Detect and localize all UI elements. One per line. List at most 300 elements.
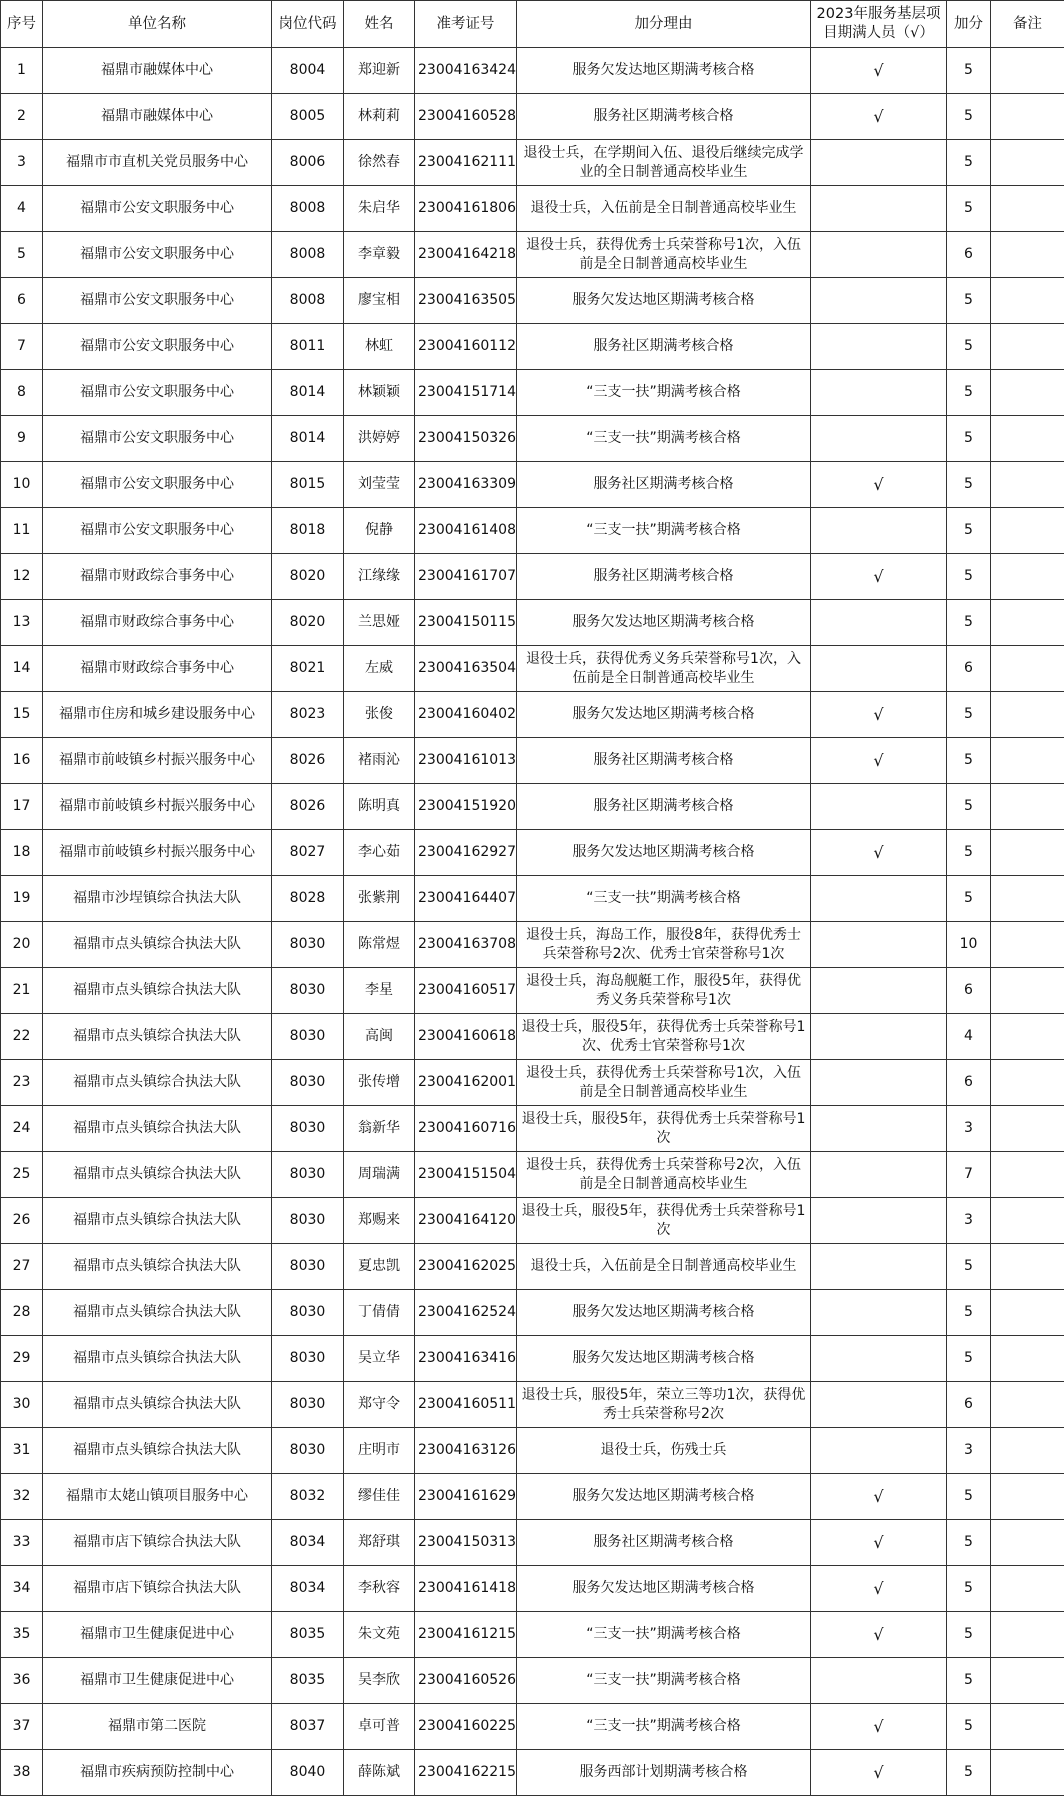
cell-position-code: 8030: [272, 1014, 344, 1060]
cell-admission-number: 23004151920: [415, 784, 517, 830]
cell-unit-name: 福鼎市公安文职服务中心: [43, 508, 272, 554]
cell-unit-name: 福鼎市财政综合事务中心: [43, 646, 272, 692]
cell-service-check: √: [811, 830, 947, 876]
cell-remarks: [991, 646, 1064, 692]
cell-name: 张传增: [344, 1060, 415, 1106]
cell-name: 倪静: [344, 508, 415, 554]
table-row: [1, 1704, 1064, 1750]
table-row: [1, 1612, 1064, 1658]
table-row: [1, 1520, 1064, 1566]
cell-position-code: 8030: [272, 1428, 344, 1474]
cell-unit-name: 福鼎市市直机关党员服务中心: [43, 140, 272, 186]
cell-bonus-reason: 服务欠发达地区期满考核合格: [517, 1566, 811, 1612]
cell-index: 38: [1, 1750, 43, 1796]
cell-admission-number: 23004162215: [415, 1750, 517, 1796]
cell-name: 左威: [344, 646, 415, 692]
cell-unit-name: 福鼎市点头镇综合执法大队: [43, 1382, 272, 1428]
cell-remarks: [991, 1060, 1064, 1106]
table-row: [1, 692, 1064, 738]
cell-admission-number: 23004161418: [415, 1566, 517, 1612]
cell-bonus-points: 5: [947, 1612, 991, 1658]
cell-bonus-points: 5: [947, 140, 991, 186]
cell-unit-name: 福鼎市沙埕镇综合执法大队: [43, 876, 272, 922]
cell-service-check: √: [811, 554, 947, 600]
cell-service-check: √: [811, 94, 947, 140]
cell-index: 1: [1, 48, 43, 94]
cell-bonus-reason: 服务欠发达地区期满考核合格: [517, 1474, 811, 1520]
cell-name: 张紫荆: [344, 876, 415, 922]
table-row: [1, 1152, 1064, 1198]
cell-unit-name: 福鼎市前岐镇乡村振兴服务中心: [43, 738, 272, 784]
table-row: [1, 186, 1064, 232]
table-row: [1, 1566, 1064, 1612]
cell-position-code: 8005: [272, 94, 344, 140]
table-row: [1, 508, 1064, 554]
table-row: [1, 1658, 1064, 1704]
cell-position-code: 8026: [272, 784, 344, 830]
cell-position-code: 8014: [272, 370, 344, 416]
cell-remarks: [991, 278, 1064, 324]
cell-bonus-points: 5: [947, 876, 991, 922]
cell-bonus-reason: 退役士兵，入伍前是全日制普通高校毕业生: [517, 1244, 811, 1290]
table-row: [1, 370, 1064, 416]
cell-bonus-reason: 服务社区期满考核合格: [517, 324, 811, 370]
cell-admission-number: 23004160526: [415, 1658, 517, 1704]
cell-service-check: √: [811, 1704, 947, 1750]
cell-position-code: 8030: [272, 922, 344, 968]
cell-remarks: [991, 462, 1064, 508]
cell-unit-name: 福鼎市点头镇综合执法大队: [43, 1152, 272, 1198]
cell-unit-name: 福鼎市点头镇综合执法大队: [43, 1198, 272, 1244]
cell-name: 刘莹莹: [344, 462, 415, 508]
cell-unit-name: 福鼎市公安文职服务中心: [43, 186, 272, 232]
cell-bonus-reason: 退役士兵，服役5年，获得优秀士兵荣誉称号1次: [517, 1106, 811, 1152]
table-row: [1, 554, 1064, 600]
header-name: 姓名: [344, 1, 415, 48]
cell-position-code: 8027: [272, 830, 344, 876]
cell-unit-name: 福鼎市店下镇综合执法大队: [43, 1520, 272, 1566]
cell-position-code: 8030: [272, 1198, 344, 1244]
cell-bonus-points: 6: [947, 1382, 991, 1428]
cell-position-code: 8021: [272, 646, 344, 692]
cell-bonus-reason: 服务西部计划期满考核合格: [517, 1750, 811, 1796]
cell-name: 褚雨沁: [344, 738, 415, 784]
table-row: [1, 1014, 1064, 1060]
cell-position-code: 8030: [272, 1244, 344, 1290]
cell-remarks: [991, 508, 1064, 554]
cell-unit-name: 福鼎市点头镇综合执法大队: [43, 968, 272, 1014]
cell-bonus-reason: 退役士兵，获得优秀士兵荣誉称号2次，入伍前是全日制普通高校毕业生: [517, 1152, 811, 1198]
cell-service-check: [811, 1244, 947, 1290]
cell-unit-name: 福鼎市融媒体中心: [43, 48, 272, 94]
cell-index: 24: [1, 1106, 43, 1152]
cell-bonus-reason: 服务欠发达地区期满考核合格: [517, 600, 811, 646]
cell-remarks: [991, 738, 1064, 784]
cell-service-check: [811, 232, 947, 278]
table-row: [1, 462, 1064, 508]
cell-position-code: 8008: [272, 278, 344, 324]
cell-bonus-reason: 退役士兵，海岛工作，服役8年，获得优秀士兵荣誉称号2次、优秀士官荣誉称号1次: [517, 922, 811, 968]
cell-index: 10: [1, 462, 43, 508]
cell-service-check: √: [811, 48, 947, 94]
cell-bonus-points: 6: [947, 646, 991, 692]
cell-admission-number: 23004160112: [415, 324, 517, 370]
cell-bonus-reason: 退役士兵，伤残士兵: [517, 1428, 811, 1474]
cell-bonus-points: 5: [947, 1750, 991, 1796]
cell-name: 夏忠凯: [344, 1244, 415, 1290]
cell-remarks: [991, 968, 1064, 1014]
cell-service-check: [811, 416, 947, 462]
cell-unit-name: 福鼎市卫生健康促进中心: [43, 1658, 272, 1704]
cell-position-code: 8030: [272, 1290, 344, 1336]
cell-index: 11: [1, 508, 43, 554]
table-row: [1, 1290, 1064, 1336]
cell-bonus-points: 6: [947, 1060, 991, 1106]
cell-bonus-reason: “三支一扶”期满考核合格: [517, 1658, 811, 1704]
cell-name: 洪婷婷: [344, 416, 415, 462]
table-row: [1, 1198, 1064, 1244]
cell-remarks: [991, 1520, 1064, 1566]
table-row: [1, 416, 1064, 462]
cell-index: 9: [1, 416, 43, 462]
cell-admission-number: 23004163416: [415, 1336, 517, 1382]
cell-remarks: [991, 94, 1064, 140]
cell-position-code: 8037: [272, 1704, 344, 1750]
cell-service-check: [811, 1336, 947, 1382]
cell-bonus-points: 5: [947, 1704, 991, 1750]
cell-remarks: [991, 1106, 1064, 1152]
cell-remarks: [991, 48, 1064, 94]
cell-admission-number: 23004162524: [415, 1290, 517, 1336]
cell-index: 31: [1, 1428, 43, 1474]
cell-name: 李心茹: [344, 830, 415, 876]
cell-unit-name: 福鼎市第二医院: [43, 1704, 272, 1750]
cell-unit-name: 福鼎市财政综合事务中心: [43, 600, 272, 646]
cell-position-code: 8035: [272, 1612, 344, 1658]
cell-index: 33: [1, 1520, 43, 1566]
cell-bonus-reason: “三支一扶”期满考核合格: [517, 508, 811, 554]
cell-position-code: 8023: [272, 692, 344, 738]
cell-bonus-points: 5: [947, 784, 991, 830]
cell-bonus-points: 5: [947, 94, 991, 140]
cell-unit-name: 福鼎市店下镇综合执法大队: [43, 1566, 272, 1612]
cell-index: 30: [1, 1382, 43, 1428]
cell-bonus-points: 5: [947, 1566, 991, 1612]
cell-admission-number: 23004164218: [415, 232, 517, 278]
cell-index: 29: [1, 1336, 43, 1382]
cell-bonus-reason: 服务欠发达地区期满考核合格: [517, 48, 811, 94]
cell-remarks: [991, 416, 1064, 462]
cell-bonus-points: 5: [947, 48, 991, 94]
cell-remarks: [991, 370, 1064, 416]
cell-bonus-points: 7: [947, 1152, 991, 1198]
cell-service-check: [811, 278, 947, 324]
cell-index: 21: [1, 968, 43, 1014]
table-row: [1, 140, 1064, 186]
cell-service-check: [811, 370, 947, 416]
cell-position-code: 8040: [272, 1750, 344, 1796]
cell-service-check: [811, 1290, 947, 1336]
cell-service-check: [811, 1152, 947, 1198]
cell-name: 郑赐来: [344, 1198, 415, 1244]
cell-name: 张俊: [344, 692, 415, 738]
cell-name: 李章毅: [344, 232, 415, 278]
cell-position-code: 8011: [272, 324, 344, 370]
cell-service-check: [811, 876, 947, 922]
table-header-row: [1, 1, 1064, 48]
cell-admission-number: 23004162927: [415, 830, 517, 876]
cell-bonus-reason: 服务社区期满考核合格: [517, 1520, 811, 1566]
cell-admission-number: 23004162001: [415, 1060, 517, 1106]
cell-unit-name: 福鼎市点头镇综合执法大队: [43, 1106, 272, 1152]
header-unit-name: 单位名称: [43, 1, 272, 48]
cell-bonus-points: 6: [947, 968, 991, 1014]
cell-unit-name: 福鼎市点头镇综合执法大队: [43, 1428, 272, 1474]
cell-position-code: 8034: [272, 1566, 344, 1612]
cell-admission-number: 23004160528: [415, 94, 517, 140]
cell-remarks: [991, 140, 1064, 186]
cell-service-check: [811, 1106, 947, 1152]
table-row: [1, 232, 1064, 278]
cell-service-check: [811, 1658, 947, 1704]
cell-remarks: [991, 922, 1064, 968]
cell-index: 25: [1, 1152, 43, 1198]
header-service-project: 2023年服务基层项目期满人员（√）: [811, 1, 947, 48]
header-position-code: 岗位代码: [272, 1, 344, 48]
cell-bonus-points: 5: [947, 324, 991, 370]
cell-remarks: [991, 1566, 1064, 1612]
cell-admission-number: 23004160517: [415, 968, 517, 1014]
cell-bonus-reason: 退役士兵，服役5年，获得优秀士兵荣誉称号1次: [517, 1198, 811, 1244]
cell-service-check: √: [811, 1750, 947, 1796]
cell-name: 兰思娅: [344, 600, 415, 646]
cell-bonus-reason: “三支一扶”期满考核合格: [517, 1612, 811, 1658]
table-row: [1, 1336, 1064, 1382]
cell-remarks: [991, 1290, 1064, 1336]
cell-service-check: [811, 1428, 947, 1474]
cell-unit-name: 福鼎市公安文职服务中心: [43, 278, 272, 324]
cell-remarks: [991, 554, 1064, 600]
cell-bonus-points: 5: [947, 186, 991, 232]
cell-bonus-reason: 服务欠发达地区期满考核合格: [517, 1290, 811, 1336]
cell-index: 13: [1, 600, 43, 646]
cell-admission-number: 23004160511: [415, 1382, 517, 1428]
cell-bonus-points: 5: [947, 600, 991, 646]
cell-admission-number: 23004161629: [415, 1474, 517, 1520]
cell-name: 周瑞满: [344, 1152, 415, 1198]
table-row: [1, 324, 1064, 370]
cell-admission-number: 23004164407: [415, 876, 517, 922]
cell-bonus-reason: 退役士兵，服役5年，获得优秀士兵荣誉称号1次、优秀士官荣誉称号1次: [517, 1014, 811, 1060]
cell-admission-number: 23004150115: [415, 600, 517, 646]
cell-admission-number: 23004163505: [415, 278, 517, 324]
cell-bonus-reason: 退役士兵，入伍前是全日制普通高校毕业生: [517, 186, 811, 232]
cell-position-code: 8004: [272, 48, 344, 94]
cell-position-code: 8026: [272, 738, 344, 784]
cell-bonus-points: 3: [947, 1428, 991, 1474]
cell-unit-name: 福鼎市点头镇综合执法大队: [43, 1244, 272, 1290]
cell-index: 37: [1, 1704, 43, 1750]
cell-bonus-points: 5: [947, 554, 991, 600]
cell-unit-name: 福鼎市卫生健康促进中心: [43, 1612, 272, 1658]
table-row: [1, 94, 1064, 140]
cell-bonus-points: 5: [947, 1336, 991, 1382]
cell-admission-number: 23004150326: [415, 416, 517, 462]
cell-remarks: [991, 1152, 1064, 1198]
table-row: [1, 1060, 1064, 1106]
cell-admission-number: 23004164120: [415, 1198, 517, 1244]
cell-remarks: [991, 1474, 1064, 1520]
cell-index: 18: [1, 830, 43, 876]
cell-unit-name: 福鼎市公安文职服务中心: [43, 416, 272, 462]
cell-bonus-points: 6: [947, 232, 991, 278]
table-row: [1, 738, 1064, 784]
cell-unit-name: 福鼎市公安文职服务中心: [43, 370, 272, 416]
cell-bonus-reason: 服务社区期满考核合格: [517, 738, 811, 784]
cell-bonus-points: 5: [947, 830, 991, 876]
cell-name: 李星: [344, 968, 415, 1014]
cell-unit-name: 福鼎市点头镇综合执法大队: [43, 1014, 272, 1060]
cell-service-check: [811, 1198, 947, 1244]
cell-position-code: 8030: [272, 1336, 344, 1382]
cell-position-code: 8030: [272, 1106, 344, 1152]
cell-service-check: √: [811, 1520, 947, 1566]
cell-bonus-reason: 服务社区期满考核合格: [517, 784, 811, 830]
cell-service-check: [811, 922, 947, 968]
cell-bonus-reason: 退役士兵，获得优秀士兵荣誉称号1次，入伍前是全日制普通高校毕业生: [517, 1060, 811, 1106]
header-bonus-points: 加分: [947, 1, 991, 48]
cell-index: 3: [1, 140, 43, 186]
cell-index: 4: [1, 186, 43, 232]
cell-bonus-points: 5: [947, 1244, 991, 1290]
cell-index: 2: [1, 94, 43, 140]
cell-admission-number: 23004163504: [415, 646, 517, 692]
cell-service-check: [811, 140, 947, 186]
cell-name: 郑迎新: [344, 48, 415, 94]
cell-position-code: 8014: [272, 416, 344, 462]
cell-index: 32: [1, 1474, 43, 1520]
cell-remarks: [991, 1750, 1064, 1796]
cell-service-check: [811, 646, 947, 692]
cell-bonus-points: 5: [947, 1474, 991, 1520]
cell-name: 林颖颖: [344, 370, 415, 416]
cell-bonus-points: 3: [947, 1198, 991, 1244]
cell-service-check: [811, 186, 947, 232]
cell-index: 8: [1, 370, 43, 416]
cell-unit-name: 福鼎市融媒体中心: [43, 94, 272, 140]
cell-name: 庄明市: [344, 1428, 415, 1474]
cell-remarks: [991, 1014, 1064, 1060]
cell-position-code: 8030: [272, 1152, 344, 1198]
cell-bonus-points: 5: [947, 1290, 991, 1336]
cell-index: 19: [1, 876, 43, 922]
cell-bonus-points: 3: [947, 1106, 991, 1152]
cell-name: 翁新华: [344, 1106, 415, 1152]
cell-bonus-points: 4: [947, 1014, 991, 1060]
cell-name: 吴立华: [344, 1336, 415, 1382]
table-row: [1, 1106, 1064, 1152]
cell-name: 薛陈斌: [344, 1750, 415, 1796]
cell-index: 16: [1, 738, 43, 784]
cell-remarks: [991, 324, 1064, 370]
cell-bonus-points: 5: [947, 1520, 991, 1566]
cell-position-code: 8035: [272, 1658, 344, 1704]
cell-bonus-points: 5: [947, 416, 991, 462]
cell-bonus-reason: 服务欠发达地区期满考核合格: [517, 692, 811, 738]
cell-remarks: [991, 600, 1064, 646]
cell-bonus-reason: 服务欠发达地区期满考核合格: [517, 830, 811, 876]
cell-index: 28: [1, 1290, 43, 1336]
cell-name: 丁倩倩: [344, 1290, 415, 1336]
cell-name: 郑守令: [344, 1382, 415, 1428]
cell-service-check: [811, 1382, 947, 1428]
cell-admission-number: 23004163126: [415, 1428, 517, 1474]
cell-bonus-points: 5: [947, 462, 991, 508]
cell-bonus-reason: 服务欠发达地区期满考核合格: [517, 278, 811, 324]
table-row: [1, 830, 1064, 876]
cell-position-code: 8032: [272, 1474, 344, 1520]
cell-position-code: 8008: [272, 232, 344, 278]
table-row: [1, 1750, 1064, 1796]
cell-remarks: [991, 1428, 1064, 1474]
cell-service-check: √: [811, 692, 947, 738]
cell-bonus-reason: “三支一扶”期满考核合格: [517, 370, 811, 416]
cell-name: 缪佳佳: [344, 1474, 415, 1520]
cell-admission-number: 23004163424: [415, 48, 517, 94]
cell-bonus-points: 5: [947, 278, 991, 324]
cell-name: 高闽: [344, 1014, 415, 1060]
cell-admission-number: 23004151504: [415, 1152, 517, 1198]
cell-service-check: √: [811, 738, 947, 784]
cell-name: 林虹: [344, 324, 415, 370]
cell-index: 23: [1, 1060, 43, 1106]
cell-admission-number: 23004162111: [415, 140, 517, 186]
cell-index: 27: [1, 1244, 43, 1290]
cell-service-check: [811, 1060, 947, 1106]
cell-bonus-reason: 退役士兵，在学期间入伍、退役后继续完成学业的全日制普通高校毕业生: [517, 140, 811, 186]
cell-bonus-reason: 退役士兵，获得优秀义务兵荣誉称号1次，入伍前是全日制普通高校毕业生: [517, 646, 811, 692]
table-row: [1, 1428, 1064, 1474]
cell-admission-number: 23004161013: [415, 738, 517, 784]
cell-unit-name: 福鼎市太姥山镇项目服务中心: [43, 1474, 272, 1520]
cell-position-code: 8030: [272, 1382, 344, 1428]
cell-name: 卓可普: [344, 1704, 415, 1750]
cell-position-code: 8018: [272, 508, 344, 554]
cell-service-check: [811, 1014, 947, 1060]
cell-name: 江缘缘: [344, 554, 415, 600]
cell-remarks: [991, 830, 1064, 876]
cell-remarks: [991, 1336, 1064, 1382]
cell-unit-name: 福鼎市点头镇综合执法大队: [43, 1336, 272, 1382]
table-row: [1, 922, 1064, 968]
cell-service-check: [811, 324, 947, 370]
cell-name: 陈明真: [344, 784, 415, 830]
cell-unit-name: 福鼎市住房和城乡建设服务中心: [43, 692, 272, 738]
cell-position-code: 8020: [272, 554, 344, 600]
cell-remarks: [991, 784, 1064, 830]
cell-admission-number: 23004160402: [415, 692, 517, 738]
cell-unit-name: 福鼎市点头镇综合执法大队: [43, 1290, 272, 1336]
table-row: [1, 600, 1064, 646]
cell-bonus-points: 5: [947, 738, 991, 784]
cell-index: 35: [1, 1612, 43, 1658]
cell-index: 36: [1, 1658, 43, 1704]
cell-name: 朱启华: [344, 186, 415, 232]
cell-admission-number: 23004161408: [415, 508, 517, 554]
cell-index: 5: [1, 232, 43, 278]
cell-admission-number: 23004161215: [415, 1612, 517, 1658]
cell-name: 陈常煜: [344, 922, 415, 968]
